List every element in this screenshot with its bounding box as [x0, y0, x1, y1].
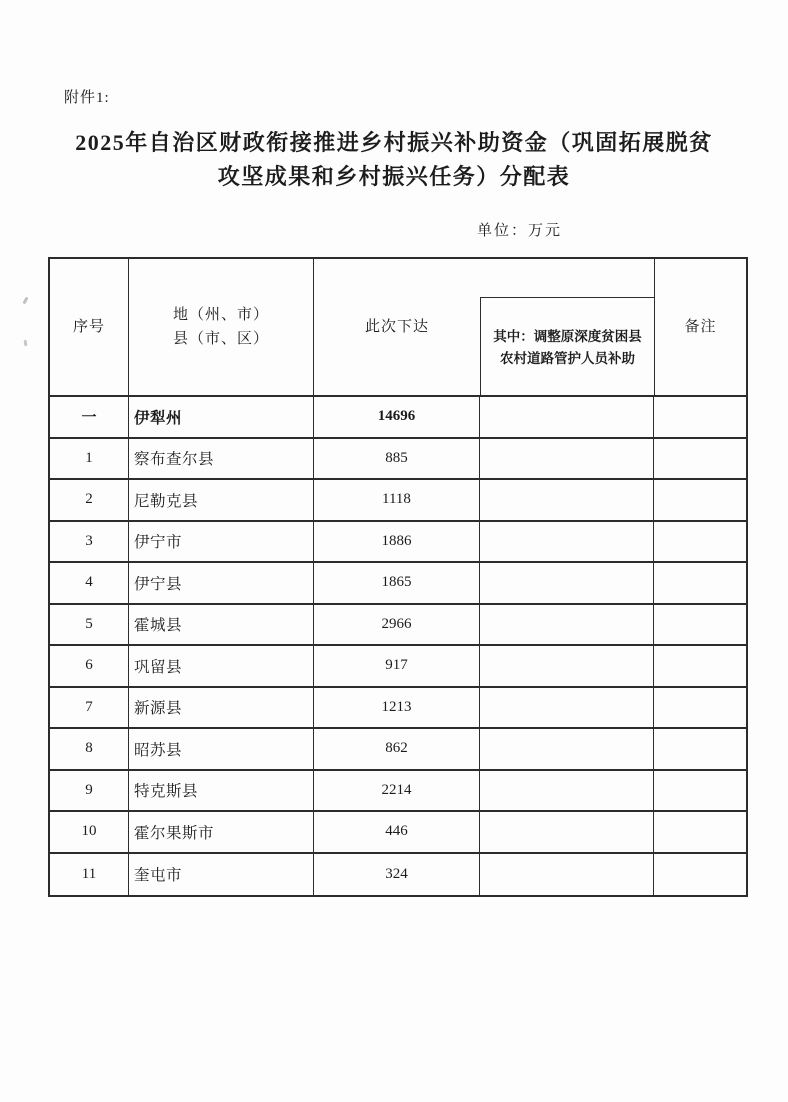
table-row [50, 729, 746, 771]
cell-region: 昭苏县 [129, 729, 314, 769]
cell-remark [654, 771, 746, 811]
cell-index: 6 [50, 646, 129, 686]
cell-index: 10 [50, 812, 129, 852]
cell-index: 11 [50, 854, 129, 896]
cell-remark [654, 439, 746, 479]
table-row [50, 688, 746, 730]
cell-index: 2 [50, 480, 129, 520]
cell-region: 巩留县 [129, 646, 314, 686]
attachment-label: 附件1: [64, 90, 110, 106]
cell-remark [654, 854, 746, 896]
table-row [50, 812, 746, 854]
cell-region: 特克斯县 [129, 771, 314, 811]
table-body [50, 397, 746, 895]
cell-sub-amount [480, 771, 654, 811]
cell-index: 一 [50, 397, 129, 437]
cell-sub-amount [480, 812, 654, 852]
cell-sub-amount [480, 646, 654, 686]
table-row [50, 439, 746, 481]
cell-region: 察布查尔县 [129, 439, 314, 479]
cell-region: 伊宁市 [129, 522, 314, 562]
header-region-line1: 地（州、市） [172, 307, 269, 323]
cell-sub-amount [480, 688, 654, 728]
document-title [0, 126, 788, 194]
cell-amount: 1213 [314, 688, 480, 728]
cell-amount: 1886 [314, 522, 480, 562]
cell-remark [654, 605, 746, 645]
cell-sub-amount [480, 563, 654, 603]
cell-remark [654, 646, 746, 686]
header-sub-amount: 其中：调整原深度贫困县农村道路管护人员补助 [480, 297, 654, 397]
header-region [129, 259, 314, 395]
table-row [50, 771, 746, 813]
cell-amount: 885 [314, 439, 480, 479]
table-row [50, 480, 746, 522]
cell-sub-amount [480, 522, 654, 562]
cell-region: 奎屯市 [129, 854, 314, 896]
unit-label: 单位：万元 [477, 223, 563, 239]
cell-amount: 14696 [314, 397, 480, 437]
cell-region: 霍城县 [129, 605, 314, 645]
table-row [50, 646, 746, 688]
cell-region: 伊宁县 [129, 563, 314, 603]
cell-sub-amount [480, 480, 654, 520]
cell-region: 新源县 [129, 688, 314, 728]
document-title-line2: 攻坚成果和乡村振兴任务）分配表 [217, 164, 571, 189]
cell-remark [654, 480, 746, 520]
cell-amount: 862 [314, 729, 480, 769]
cell-remark [654, 729, 746, 769]
cell-remark [654, 397, 746, 437]
cell-remark [654, 563, 746, 603]
cell-index: 9 [50, 771, 129, 811]
cell-amount: 917 [314, 646, 480, 686]
cell-index: 7 [50, 688, 129, 728]
header-remark: 备注 [654, 259, 746, 395]
cell-sub-amount [480, 605, 654, 645]
cell-amount: 324 [314, 854, 480, 896]
header-index: 序号 [50, 259, 129, 395]
allocation-table [48, 257, 748, 897]
cell-amount: 446 [314, 812, 480, 852]
scan-artifact [24, 340, 28, 346]
table-row [50, 563, 746, 605]
cell-region: 伊犁州 [129, 397, 314, 437]
cell-index: 8 [50, 729, 129, 769]
cell-index: 4 [50, 563, 129, 603]
cell-remark [654, 688, 746, 728]
cell-remark [654, 812, 746, 852]
cell-amount: 1865 [314, 563, 480, 603]
table-row [50, 522, 746, 564]
scan-artifact [23, 297, 29, 305]
cell-sub-amount [480, 729, 654, 769]
cell-amount: 2214 [314, 771, 480, 811]
table-header [50, 259, 746, 397]
cell-sub-amount [480, 854, 654, 896]
cell-region: 霍尔果斯市 [129, 812, 314, 852]
header-amount: 此次下达 [364, 319, 429, 335]
table-row [50, 854, 746, 896]
document-title-line1: 2025年自治区财政衔接推进乡村振兴补助资金（巩固拓展脱贫 [75, 130, 713, 155]
cell-remark [654, 522, 746, 562]
cell-amount: 2966 [314, 605, 480, 645]
cell-index: 5 [50, 605, 129, 645]
table-row [50, 605, 746, 647]
cell-region: 尼勒克县 [129, 480, 314, 520]
cell-sub-amount [480, 397, 654, 437]
cell-index: 3 [50, 522, 129, 562]
cell-index: 1 [50, 439, 129, 479]
header-region-line2: 县（市、区） [172, 331, 269, 347]
cell-sub-amount [480, 439, 654, 479]
table-row [50, 397, 746, 439]
cell-amount: 1118 [314, 480, 480, 520]
